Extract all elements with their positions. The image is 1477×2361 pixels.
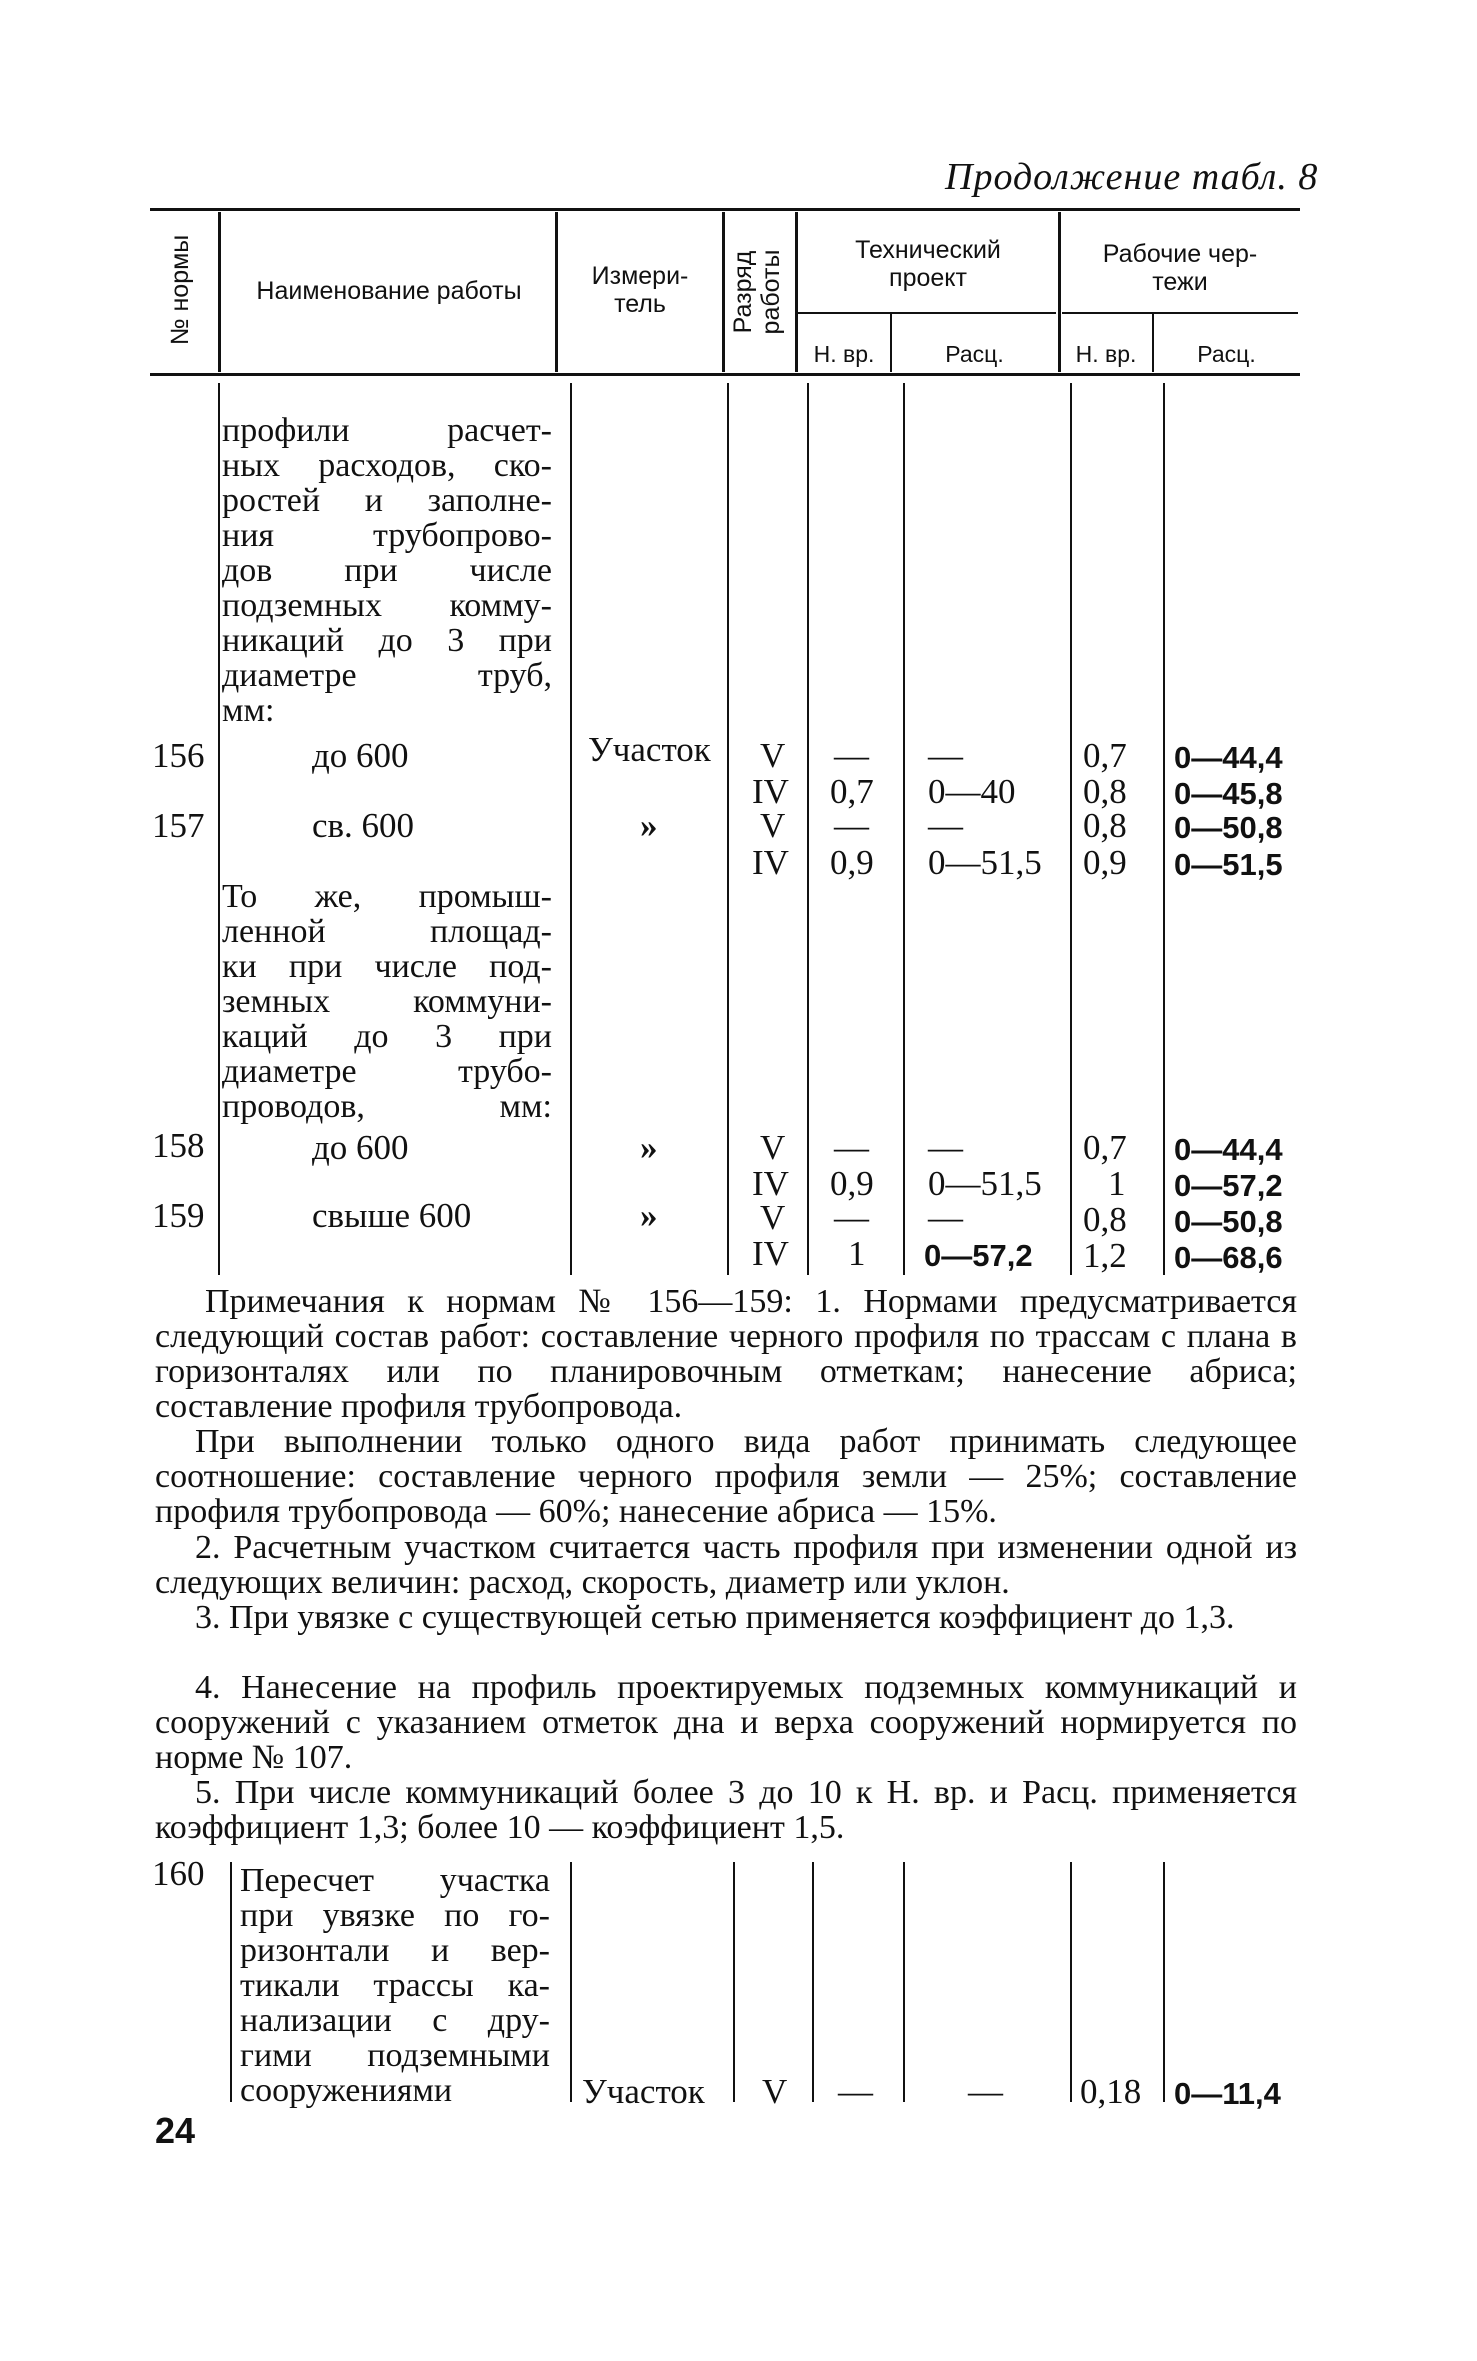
- description-line: ки при числе под-: [222, 948, 552, 985]
- tech-rasc-cell: —: [928, 806, 963, 845]
- norm-number: 156: [152, 736, 205, 775]
- grade-cell: V: [760, 736, 786, 775]
- header-bottom-rule: [150, 373, 1300, 376]
- tech-nvr-cell: —: [834, 1128, 869, 1167]
- body-divider: [218, 383, 220, 1275]
- tech-rasc-cell: —: [928, 1128, 963, 1167]
- header-sub-rule-work: [1062, 312, 1298, 314]
- norm-number: 158: [152, 1126, 205, 1165]
- description-line: ных расходов, ско-: [222, 447, 552, 484]
- grade-cell: IV: [752, 772, 789, 811]
- description-line: Пересчет участка: [240, 1862, 550, 1899]
- unit-cell: »: [640, 1196, 658, 1235]
- header-top-rule: [150, 208, 1300, 211]
- body-divider: [807, 383, 809, 1275]
- tech-rasc-cell: 0—51,5: [928, 843, 1042, 882]
- header-working-drawings: Рабочие чер- тежи: [1102, 240, 1258, 296]
- tech-rasc-cell: 0—57,2: [924, 1238, 1033, 1273]
- body-divider: [812, 1862, 814, 2102]
- unit-cell: »: [640, 1128, 658, 1167]
- unit-cell: »: [640, 806, 658, 845]
- tech-nvr-cell: —: [838, 2072, 873, 2111]
- body-divider: [733, 1862, 735, 2102]
- unit-cell: Участок: [582, 2072, 705, 2111]
- work-rasc-cell: 0—11,4: [1174, 2076, 1281, 2111]
- tech-nvr-cell: —: [834, 736, 869, 775]
- description-line: ния трубопрово-: [222, 517, 552, 554]
- tech-nvr-cell: 0,9: [830, 843, 874, 882]
- body-divider: [1163, 383, 1165, 1275]
- description-line: мм:: [222, 692, 275, 729]
- work-nvr-cell: 0,8: [1083, 1200, 1127, 1239]
- work-nvr-cell: 0,8: [1083, 772, 1127, 811]
- work-name: до 600: [312, 736, 409, 775]
- header-tech-nvr: Н. вр.: [813, 341, 875, 367]
- tech-rasc-cell: 0—40: [928, 772, 1016, 811]
- description-line: сооружениями: [240, 2072, 453, 2109]
- work-rasc-cell: 0—57,2: [1174, 1168, 1283, 1203]
- work-nvr-cell: 0,18: [1080, 2072, 1142, 2111]
- unit-cell: Участок: [588, 730, 711, 769]
- header-divider: [555, 212, 558, 372]
- note-paragraph: При выполнении только одного вида работ принимать следующее соотношение: составление черного профиля земли — 25%; составление профиля трубопровода — 60%; нанесение абриса — 15%.: [155, 1423, 1297, 1530]
- header-tech-project: Технический проект: [855, 236, 1001, 292]
- work-rasc-cell: 0—44,4: [1174, 740, 1283, 775]
- grade-cell: V: [760, 1128, 786, 1167]
- description-line: гими подземными: [240, 2037, 550, 2074]
- description-line: тикали трассы ка-: [240, 1967, 550, 2004]
- work-nvr-cell: 1,2: [1083, 1236, 1127, 1275]
- tech-rasc-cell: —: [928, 736, 963, 775]
- tech-rasc-cell: 0—51,5: [928, 1164, 1042, 1203]
- description-line: диаметре трубо-: [222, 1053, 552, 1090]
- grade-cell: IV: [752, 1164, 789, 1203]
- header-num: № нормы: [166, 234, 194, 346]
- header-divider: [218, 212, 221, 372]
- description-line: никаций до 3 при: [222, 622, 552, 659]
- body-divider: [727, 383, 729, 1275]
- grade-cell: V: [760, 806, 786, 845]
- work-rasc-cell: 0—44,4: [1174, 1132, 1283, 1167]
- description-line: профили расчет-: [222, 412, 552, 449]
- header-divider: [890, 314, 892, 372]
- work-rasc-cell: 0—68,6: [1174, 1240, 1283, 1275]
- note-paragraph: Примечания к нормам № 156—159: 1. Нормами предусматривается следующий состав работ: составление черного профиля по трассам с плана в горизонталях или по планировочным отметкам; нанесение абриса; составление профиля трубопровода.: [155, 1283, 1297, 1425]
- work-name: свыше 600: [312, 1196, 472, 1235]
- note-paragraph: 5. При числе коммуникаций более 3 до 10 к Н. вр. и Расц. применяется коэффициент 1,3; более 10 — коэффициент 1,5.: [155, 1774, 1297, 1846]
- description-line: проводов, мм:: [222, 1088, 552, 1125]
- work-rasc-cell: 0—50,8: [1174, 1204, 1283, 1239]
- description-line: ленной площад-: [222, 913, 552, 950]
- work-nvr-cell: 0,7: [1083, 1128, 1127, 1167]
- work-nvr-cell: 0,9: [1083, 843, 1127, 882]
- note-paragraph: 3. При увязке с существующей сетью применяется коэффициент до 1,3.: [195, 1599, 1235, 1636]
- body-divider: [903, 383, 905, 1275]
- description-line: ризонтали и вер-: [240, 1932, 550, 1969]
- note-paragraph: 4. Нанесение на профиль проектируемых подземных коммуникаций и сооружений с указанием отметок дна и верха сооружений нормируется по норме № 107.: [155, 1669, 1297, 1776]
- body-divider: [230, 1862, 232, 2102]
- header-name: Наименование работы: [256, 277, 522, 305]
- work-name: до 600: [312, 1128, 409, 1167]
- norm-number: 160: [152, 1854, 205, 1893]
- header-tech-rasc: Расц.: [945, 341, 1004, 367]
- work-nvr-cell: 0,7: [1083, 736, 1127, 775]
- description-line: при увязке по го-: [240, 1897, 550, 1934]
- tech-nvr-cell: —: [834, 1198, 869, 1237]
- description-line: земных коммуни-: [222, 983, 552, 1020]
- norm-number: 159: [152, 1196, 205, 1235]
- description-line: дов при числе: [222, 552, 552, 589]
- header-grade: Разряд работы: [729, 249, 785, 335]
- tech-rasc-cell: —: [968, 2072, 1003, 2111]
- header-work-rasc: Расц.: [1197, 341, 1256, 367]
- work-name: св. 600: [312, 806, 415, 845]
- work-rasc-cell: 0—51,5: [1174, 847, 1283, 882]
- norm-number: 157: [152, 806, 205, 845]
- body-divider: [1070, 383, 1072, 1275]
- description-line: нализации с дру-: [240, 2002, 550, 2039]
- header-work-nvr: Н. вр.: [1075, 341, 1137, 367]
- grade-cell: IV: [752, 843, 789, 882]
- header-unit: Измери- тель: [591, 262, 689, 318]
- body-divider: [1070, 1862, 1072, 2102]
- body-divider: [903, 1862, 905, 2102]
- grade-cell: V: [762, 2072, 788, 2111]
- work-rasc-cell: 0—50,8: [1174, 810, 1283, 845]
- body-divider: [570, 1862, 572, 2102]
- header-divider: [722, 212, 725, 372]
- note-paragraph: 2. Расчетным участком считается часть профиля при изменении одной из следующих величин: расход, скорость, диаметр или уклон.: [155, 1529, 1297, 1601]
- tech-nvr-cell: 0,9: [830, 1164, 874, 1203]
- header-divider: [1152, 314, 1154, 372]
- body-divider: [570, 383, 572, 1275]
- tech-nvr-cell: 1: [848, 1234, 866, 1273]
- continuation-title: Продолжение табл. 8: [945, 156, 1319, 198]
- description-line: подземных комму-: [222, 587, 552, 624]
- tech-nvr-cell: —: [834, 806, 869, 845]
- header-sub-rule-tech: [798, 312, 1056, 314]
- grade-cell: IV: [752, 1234, 789, 1273]
- tech-nvr-cell: 0,7: [830, 772, 874, 811]
- description-line: То же, промыш-: [222, 878, 552, 915]
- description-line: диаметре труб,: [222, 657, 552, 694]
- work-nvr-cell: 1: [1108, 1164, 1126, 1203]
- body-divider: [1163, 1862, 1165, 2102]
- grade-cell: V: [760, 1198, 786, 1237]
- page-number: 24: [155, 2110, 196, 2151]
- work-nvr-cell: 0,8: [1083, 806, 1127, 845]
- work-rasc-cell: 0—45,8: [1174, 776, 1283, 811]
- description-line: каций до 3 при: [222, 1018, 552, 1055]
- description-line: ростей и заполне-: [222, 482, 552, 519]
- tech-rasc-cell: —: [928, 1198, 963, 1237]
